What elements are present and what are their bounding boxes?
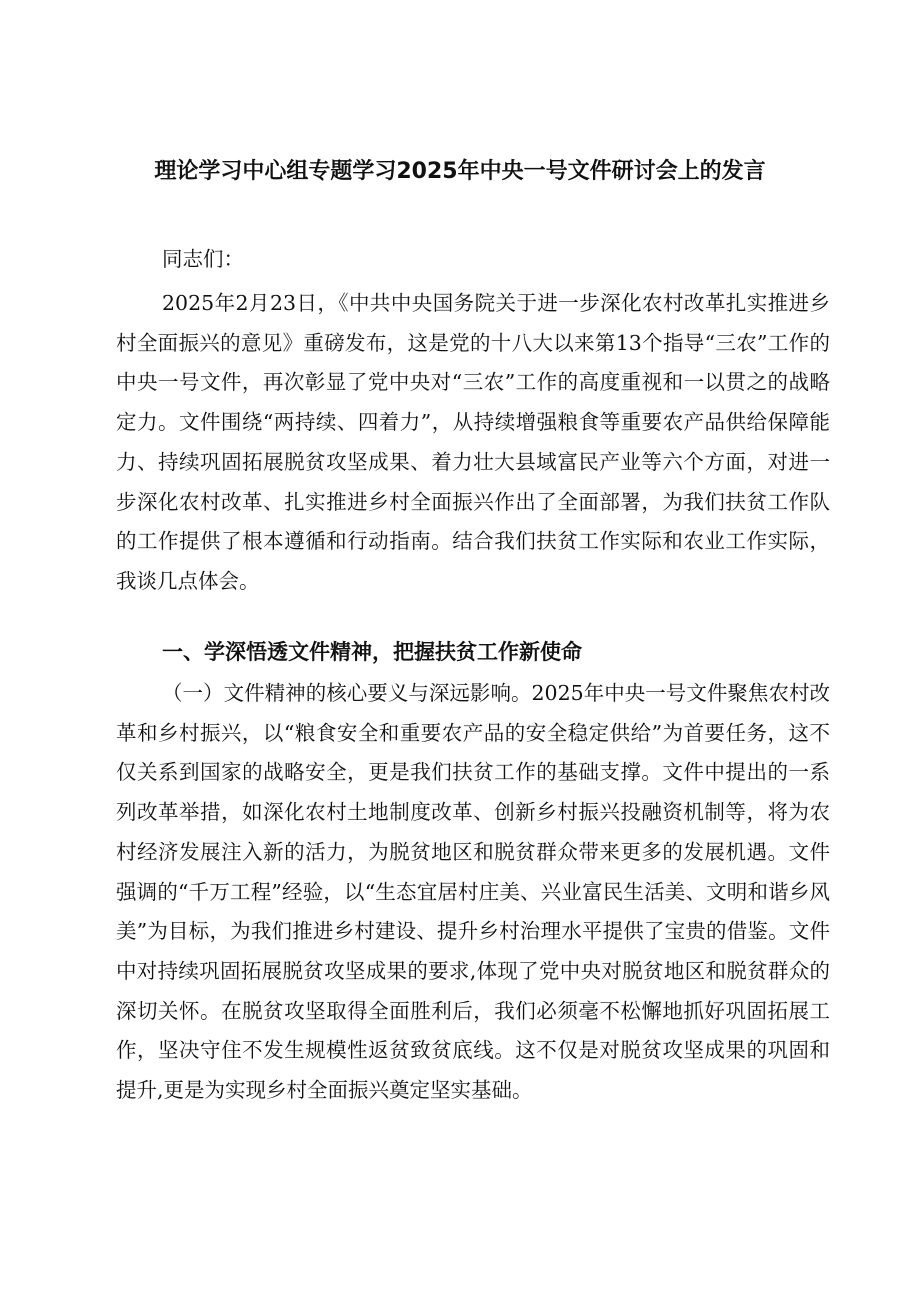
document-title: 理论学习中心组专题学习2025年中央一号文件研讨会上的发言 (154, 159, 766, 184)
greeting: 同志们： (162, 247, 244, 271)
paragraph-intro: 2025年2月23日，《中共中央国务院关于进一步深化农村改革扎实推进乡村全面振兴的意见》重磅发布，这是党的十八大以来第13个指导“三农”工作的中央一号文件，再次彰显了党中央对“三农”工作的高度重视和一以贯之的战略定力。文件围绕“两持续、四着力”，从持续增强粮食等重要农产品供给保障能力、持续巩固拓展脱贫攻坚成果、着力壮大县域富民产业等六个方面，对进一步深化农村改革、扎实推进乡村全面振兴作出了全面部署，为我们扶贫工作队的工作提供了根本遵循和行动指南。结合我们扶贫工作实际和农业工作实际，我谈几点体会。 (116, 291, 830, 593)
section-heading: 一、学深悟透文件精神，把握扶贫工作新使命 (162, 640, 582, 664)
paragraph-section-1: （一）文件精神的核心要义与深远影响。2025年中央一号文件聚焦农村改革和乡村振兴，以“粮食安全和重要农产品的安全稳定供给”为首要任务，这不仅关系到国家的战略安全，更是我们扶贫工作的基础支撑。文件中提出的一系列改革举措，如深化农村土地制度改革、创新乡村振兴投融资机制等，将为农村经济发展注入新的活力，为脱贫地区和脱贫群众带来更多的发展机遇。文件强调的“千万工程”经验，以“生态宜居村庄美、兴业富民生活美、文明和谐乡风美”为目标，为我们推进乡村建设、提升乡村治理水平提供了宝贵的借鉴。文件中对持续巩固拓展脱贫攻坚成果的要求,体现了党中央对脱贫地区和脱贫群众的深切关怀。在脱贫攻坚取得全面胜利后，我们必须毫不松懈地抓好巩固拓展工作，坚决守住不发生规模性返贫致贫底线。这不仅是对脱贫攻坚成果的巩固和提升,更是为实现乡村全面振兴奠定坚实基础。 (116, 681, 830, 1103)
